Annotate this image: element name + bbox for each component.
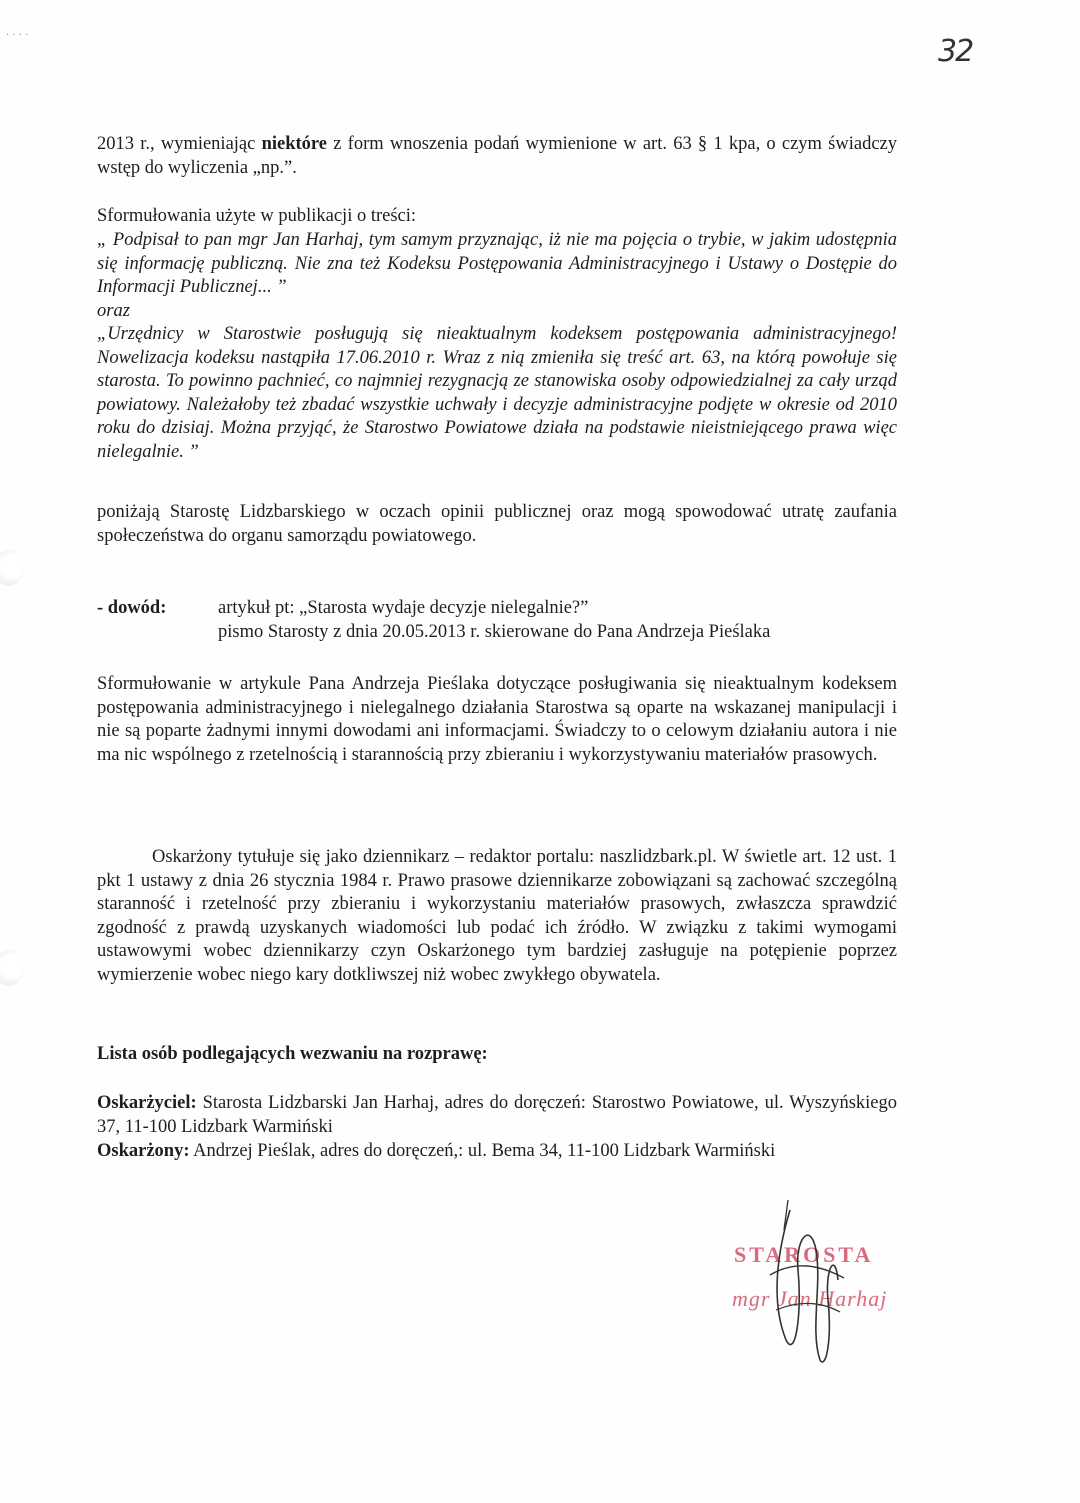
- paragraph-text: z form wnoszenia podań wymienione w art. 63 § 1 kpa, o czym świadczy wstęp do wyliczenia „np.”.: [97, 134, 898, 178]
- paragraph-argument: Sformułowanie w artykule Pana Andrzeja Pieślaka dotyczące posługiwania się nieaktualnym kodeksem postępowania administracyjnego i nielegalnego działania Starostwa są oparte na wskazanej manipulacji i nie są poparte żadnymi innymi dowodami ani informacjami. Świadczy to o celowym działaniu autora i nie ma nic wspólnego z rzetelnością i starannością przy zbieraniu i wykorzystywaniu materiałów prasowych.: [97, 674, 897, 765]
- paragraph-journalist: Oskarżony tytułuje się jako dziennikarz – redaktor portalu: naszlidzbark.pl. W świetle art. 12 ust. 1 pkt 1 ustawy z dnia 26 stycznia 1984 r. Prawo prasowe dziennikarze zobowiązani są zachować szczególną staranność i rzetelność przy zbieraniu i wykorzystaniu materiałów prasowych, zwłaszcza sprawdzić zgodność z prawdą uzyskanych wiadomości lub podać ich źródło. W związku z takimi wymogami ustawowymi wobec dziennikarzy czyn Oskarżonego tym bardziej zasługuje na potępienie poprzez wymierzenie wobec niego kary dotkliwszej niż wobec zwykłego obywatela.: [97, 847, 897, 985]
- stamp-title: STAROSTA: [734, 1242, 874, 1267]
- defendant-details: Andrzej Pieślak, adres do doręczeń,: ul. Bema 34, 11-100 Lidzbark Warmiński: [189, 1141, 776, 1161]
- evidence-item: artykuł pt: „Starosta wydaje decyzje nielegalnie?”: [218, 598, 589, 618]
- quote-first: „ Podpisał to pan mgr Jan Harhaj, tym samym przyznając, iż nie ma pojęcia o trybie, w jakim udostępnia się informację publiczną. Nie zna też Kodeksu Postępowania Administracyjnego i Ustawy o Dostępie do Informacji Publicznej... ”: [97, 230, 897, 297]
- stamp-name: mgr Jan Harhaj: [732, 1286, 888, 1311]
- handwritten-signature: [740, 1190, 860, 1380]
- quote-connector: oraz: [97, 301, 130, 321]
- evidence-item: pismo Starosty z dnia 20.05.2013 r. skierowane do Pana Andrzeja Pieślaka: [218, 621, 771, 642]
- prosecutor-details: Starosta Lidzbarski Jan Harhaj, adres do doręczeń: Starostwo Powiatowe, ul. Wyszyńskiego 37, 11-100 Lidzbark Warmiński: [97, 1093, 897, 1137]
- quotes-intro: Sformułowania użyte w publikacji o treści:: [97, 206, 417, 226]
- prosecutor-entry: [97, 1092, 897, 1139]
- paragraph-text: 2013 r., wymieniając: [97, 134, 262, 154]
- evidence-label: - dowód:: [97, 598, 167, 618]
- defendant-entry: [97, 1140, 897, 1164]
- punch-hole: [0, 950, 24, 986]
- prosecutor-label: Oskarżyciel:: [97, 1093, 197, 1113]
- paragraph-form-list: [97, 133, 897, 180]
- witness-list-heading: Lista osób podlegających wezwaniu na rozprawę:: [97, 1044, 488, 1064]
- emphasis-text: niektóre: [261, 134, 328, 154]
- evidence-list: [218, 597, 878, 644]
- punch-hole: [0, 550, 24, 586]
- paragraph-consequence: poniżają Starostę Lidzbarskiego w oczach opinii publicznej oraz mogą spowodować utratę zaufania społeczeństwa do organu samorządu powiatowego.: [97, 502, 897, 546]
- quote-second: „Urzędnicy w Starostwie posługują się nieaktualnym kodeksem postępowania administracyjnego! Nowelizacja kodeksu nastąpiła 17.06.2010 r. Wraz z nią zmieniła się treść art. 63, na którą powołuje się starosta. To powinno pachnieć, co najmniej rezygnacją ze stanowiska osoby odpowiedzialnej za cały urząd powiatowy. Należałoby też zbadać wszystkie uchwały i decyzje administracyjne podjęte w okresie od 2010 roku do dzisiaj. Można przyjąć, że Starostwo Powiatowe działa na podstawie nieistniejącego prawa więc nielegalnie. ”: [97, 324, 897, 462]
- scan-artifact: · · · ·: [6, 30, 29, 41]
- defendant-label: Oskarżony:: [97, 1141, 190, 1161]
- page-number: 32: [938, 34, 973, 69]
